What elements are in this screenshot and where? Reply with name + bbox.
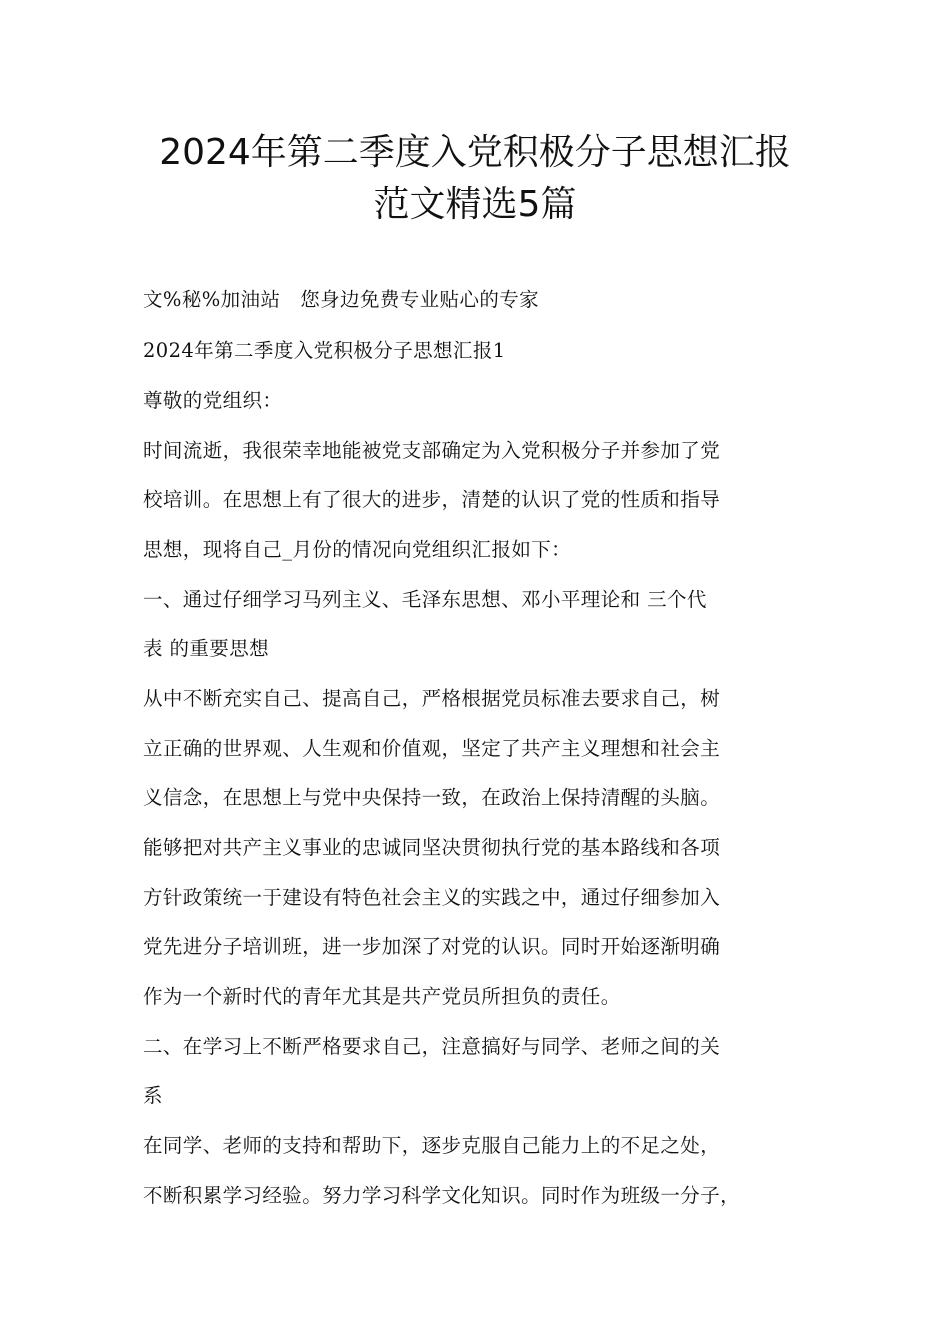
source-line: 文%秘%加油站 您身边免费专业贴心的专家 xyxy=(143,288,540,311)
body-line: 表 的重要思想 xyxy=(143,637,269,660)
document-title-line-2: 范文精选5篇 xyxy=(373,184,577,225)
salutation: 尊敬的党组织： xyxy=(143,389,283,412)
body-line: 在同学、老师的支持和帮助下，逐步克服自己能力上的不足之处， xyxy=(143,1134,721,1157)
body-line: 校培训。在思想上有了很大的进步，清楚的认识了党的性质和指导 xyxy=(143,488,721,511)
body-line: 系 xyxy=(143,1084,163,1107)
body-line: 能够把对共产主义事业的忠诚同坚决贯彻执行党的基本路线和各项 xyxy=(143,836,721,859)
body-line: 一、通过仔细学习马列主义、毛泽东思想、邓小平理论和 三个代 xyxy=(143,588,707,611)
body-line: 立正确的世界观、人生观和价值观，坚定了共产主义理想和社会主 xyxy=(143,737,721,760)
section-heading-1: 2024年第二季度入党积极分子思想汇报1 xyxy=(143,339,506,362)
body-line: 义信念，在思想上与党中央保持一致，在政治上保持清醒的头脑。 xyxy=(143,786,721,809)
body-line: 党先进分子培训班，进一步加深了对党的认识。同时开始逐渐明确 xyxy=(143,935,721,958)
body-line: 时间流逝，我很荣幸地能被党支部确定为入党积极分子并参加了党 xyxy=(143,439,721,462)
body-line: 不断积累学习经验。努力学习科学文化知识。同时作为班级一分子， xyxy=(143,1184,741,1207)
body-line: 从中不断充实自己、提高自己，严格根据党员标准去要求自己，树 xyxy=(143,687,721,710)
body-line: 二、在学习上不断严格要求自己，注意搞好与同学、老师之间的关 xyxy=(143,1035,721,1058)
document-title-line-1: 2024年第二季度入党积极分子思想汇报 xyxy=(159,132,791,173)
body-line: 方针政策统一于建设有特色社会主义的实践之中，通过仔细参加入 xyxy=(143,886,721,909)
body-line: 思想，现将自己_月份的情况向党组织汇报如下： xyxy=(143,538,572,561)
body-line: 作为一个新时代的青年尤其是共产党员所担负的责任。 xyxy=(143,985,621,1008)
